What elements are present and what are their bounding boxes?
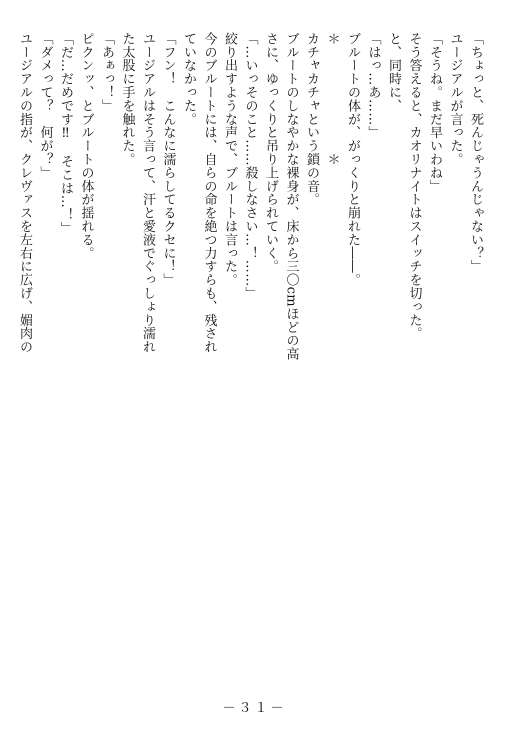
text-line: 今のブルートには、自らの命を絶つ力すらも、残され [201,32,217,354]
text-line: ユージアルはそう言って、汗と愛液でぐっしょり濡れ [140,32,155,354]
text-line: ＊ ＊ [324,32,340,166]
text-line: た太股に手を触れた。 [119,32,135,166]
text-line: 「だ…だめです‼ そこは…！」 [58,32,73,235]
text-line: さに、ゆっくりと吊り上げられていく。 [263,32,278,274]
text-block-upper [14,32,486,687]
text-line: 「そうね。まだ早いわね」 [427,32,442,193]
text-line: 「…いっそのこと……殺しなさい…！……」 [242,32,258,300]
text-line: ていなかった。 [181,32,196,126]
text-line: 「フン！ こんなに濡らしてるクセに！」 [160,32,176,287]
text-line: 「ダメって？ 何が？」 [37,32,53,180]
text-line: そう答えると、カオリナイトはスイッチを切った。 [406,32,422,341]
text-line: カチャカチャという鎖の音。 [304,32,319,207]
page-number: －３１－ [222,701,287,716]
text-line: ユージアルの指が、クレヴァスを左右に広げ、媚肉の [17,32,32,354]
text-line: ピクンッ、とブルートの体が揺れる。 [78,32,94,260]
text-line: ユージアルが言った。 [447,32,463,166]
text-line: 絞り出すような声で、ブルートは言った。 [222,32,237,287]
text-line: ブルートの体が、がっくりと崩れた――。 [345,32,360,287]
text-line: 「ちょっと、死んじゃうんじゃない？」 [468,32,483,274]
text-line: と、同時に、 [386,32,401,113]
vertical-text-body [15,32,485,722]
text-line: 「はっ…あ……」 [365,32,381,140]
text-line: ブルートのしなやかな裸身が、床から三〇cmほどの高 [283,32,299,361]
text-line: 「あぁっ！」 [99,32,114,113]
